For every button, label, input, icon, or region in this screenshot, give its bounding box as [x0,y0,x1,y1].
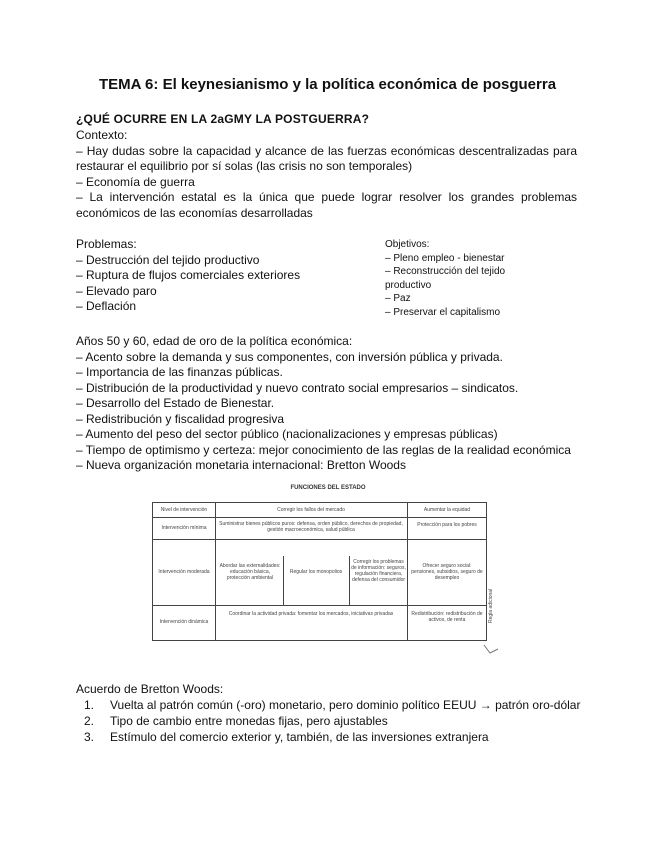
context-line: económicos de las economías desarrolladas [76,205,313,220]
table-header-cell: Aumentar la equidad [423,507,471,513]
figure-title: FUNCIONES DEL ESTADO [290,485,366,491]
list-text: Estímulo del comercio exterior y, también, de las inversiones extranjera [110,730,489,744]
objective-item: – Preservar el capitalismo [385,306,501,318]
objectives-block [385,238,545,319]
page-title: TEMA 6: El keynesianismo y la política económica de posguerra [98,76,557,93]
objective-item: – Paz [385,293,411,304]
golden-age-item: – Importancia de las finanzas públicas. [76,365,283,379]
table-rule [153,517,486,518]
table-cell: Intervención moderada [158,569,210,575]
golden-age-item: – Desarrollo del Estado de Bienestar. [76,396,275,410]
table-cell: Corregir los problemas de información: seguros, regulación financiera, defensa del consumidor [351,559,406,583]
problem-item: – Elevado paro [76,283,157,298]
bretton-label: Acuerdo de Bretton Woods: [76,682,224,696]
golden-age-block [76,334,596,474]
golden-age-item: – Aumento del peso del sector público (nacionalizaciones y empresas públicas) [76,427,498,441]
table-rule [349,556,350,605]
context-label: Contexto: [76,128,128,142]
table-cell: Intervención mínima [161,525,207,531]
context-line: restaurar el equilibrio por sí solas (las crisis no son temporales) [76,159,413,173]
table-side-label: Regla adicional [488,588,494,623]
objective-item: productivo [385,279,432,291]
table-cell: Ofrecer seguro social: pensiones, subsidios, seguro de desempleo [411,563,483,581]
section-heading: ¿QUÉ OCURRE EN LA 2aGMY LA POSTGUERRA? [76,112,370,126]
golden-age-item: – Distribución de la productividad y nuevo contrato social empresarios – sindicatos. [76,380,519,395]
objective-item: – Pleno empleo - bienestar [385,252,505,264]
golden-age-item: – Redistribución y fiscalidad progresiva [76,411,285,426]
arrow-icon [482,643,502,657]
bretton-list [76,697,616,745]
table-cell: Protección para los pobres [417,522,477,528]
table-cell: Suministrar bienes públicos puros: defensa, orden público, derechos de propiedad, gestión macroeconómica, salud pública [219,521,403,533]
list-item [76,713,616,729]
golden-age-item: – Nueva organización monetaria internacional: Bretton Woods [76,458,406,472]
golden-age-label: Años 50 y 60, edad de oro de la política económica: [76,334,353,348]
golden-age-item: – Acento sobre la demanda y sus componentes, con inversión pública y privada. [76,349,503,364]
problems-block [76,237,376,315]
table-cell: Regular los monopolios [289,569,343,575]
bretton-label-block [76,682,596,698]
table-cell: Intervención dinámica [159,619,209,625]
list-number: 2. [83,714,94,728]
context-line: – La intervención estatal es la única que puede lograr resolver los grandes problemas [76,190,577,204]
context-line: – Hay dudas sobre la capacidad y alcance de las fuerzas económicas descentralizadas para [76,143,577,158]
objectives-label: Objetivos: [385,239,430,250]
list-item [76,697,616,713]
list-number: 3. [83,730,94,744]
table-cell: Redistribución: redistribución de activos, de renta [411,611,483,623]
table-rule [153,605,486,606]
problem-item: – Deflación [76,299,137,313]
list-number: 1. [83,698,94,712]
functions-table-figure [152,485,504,661]
table-cell: Coordinar la actividad privada: fomentar los mercados, iniciativas privadas [228,611,394,617]
table-rule [283,556,284,605]
table-rule [215,503,216,640]
table-cell: Abordar las externalidades: educación básica, protección ambiental [219,563,281,581]
objective-item: – Reconstrucción del tejido [385,266,506,277]
functions-table [152,502,487,641]
table-header-cell: Nivel de intervención [160,507,208,513]
list-text: Tipo de cambio entre monedas fijas, pero ajustables [110,714,388,728]
table-header-cell: Corregir los fallos del mercado [277,507,345,513]
list-item [76,729,616,745]
table-rule [407,503,408,640]
table-rule [153,539,486,540]
list-text: Vuelta al patrón común (-oro) monetario, pero dominio político EEUU → patrón oro-dólar [110,698,581,712]
problem-item: – Ruptura de flujos comerciales exteriores [76,268,301,282]
problem-item: – Destrucción del tejido productivo [76,252,260,267]
problems-label: Problemas: [76,237,137,251]
golden-age-item: – Tiempo de optimismo y certeza: mejor conocimiento de las reglas de la realidad económica [76,442,571,457]
context-line: – Economía de guerra [76,174,195,189]
context-block [76,128,577,221]
